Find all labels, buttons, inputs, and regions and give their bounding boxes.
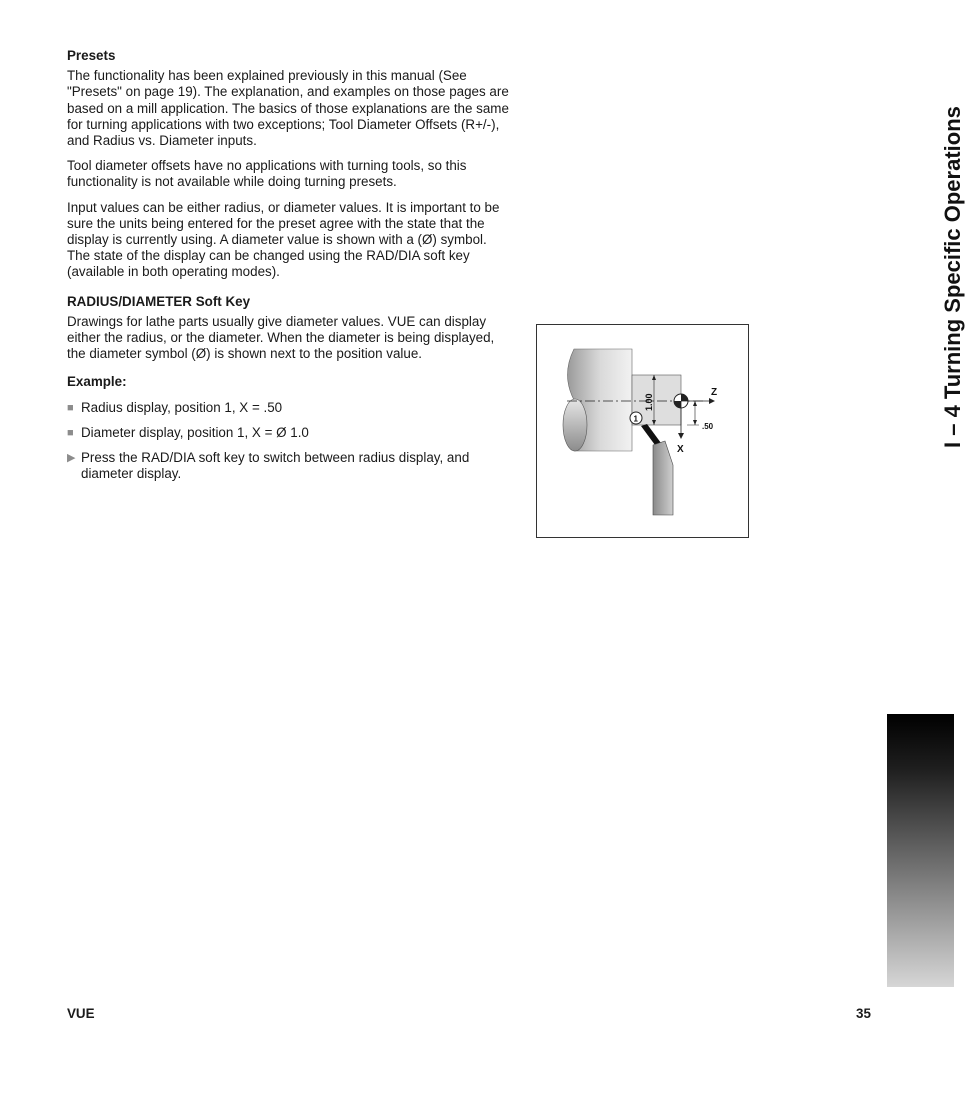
example-item-diameter: [67, 425, 513, 441]
radius-diameter-paragraph: Drawings for lathe parts usually give diameter values. VUE can display either the radius, or the diameter. When the diameter is being displayed, the diameter symbol (Ø) is shown next to the position value.: [67, 313, 495, 362]
footer-page-number: 35: [856, 1006, 871, 1021]
cutting-tool-holder: [653, 441, 673, 515]
instruction-text: Press the RAD/DIA soft key to switch between radius display, and diameter display.: [81, 450, 470, 482]
example-heading: Example:: [67, 374, 127, 390]
main-content: [67, 48, 513, 491]
presets-paragraph-2: Tool diameter offsets have no applications with turning tools, so this functionality is not available while doing turning presets.: [67, 158, 467, 190]
radius-diameter-heading: RADIUS/DIAMETER Soft Key: [67, 293, 251, 309]
cutting-tool-insert: [641, 424, 661, 445]
chapter-tab-gradient: [887, 714, 954, 987]
position-marker-label: 1: [633, 414, 638, 424]
diameter-dimension-label: 1.00: [644, 393, 654, 411]
arrow-bullet-icon: ▶: [67, 452, 76, 465]
example-item-text: Diameter display, position 1, X = Ø 1.0: [81, 424, 309, 440]
square-bullet-icon: ■: [67, 401, 74, 414]
example-item-text: Radius display, position 1, X = .50: [81, 399, 283, 415]
presets-heading: Presets: [67, 48, 116, 63]
z-axis-label: Z: [711, 387, 718, 398]
lathe-diagram-svg: [537, 325, 750, 539]
presets-paragraph-1: The functionality has been explained previously in this manual (See "Presets" on page 19). The explanation, and examples on those pages are based on a mill application. The basics of those explanations are the same for turning applications with two exceptions; Tool Diameter Offsets (R+/-), and Radius vs. Diameter inputs.: [67, 68, 509, 149]
workpiece-end-face: [563, 399, 587, 451]
example-item-radius: [67, 400, 513, 416]
x-axis-label: X: [677, 444, 684, 455]
square-bullet-icon: ■: [67, 426, 74, 439]
instruction-item: [67, 450, 513, 482]
chapter-side-title: I – 4 Turning Specific Operations: [940, 106, 965, 448]
presets-paragraph-3: Input values can be either radius, or diameter values. It is important to be sure the units being entered for the preset agree with the state that the display is currently using. A diameter value is shown with a (Ø) symbol. The state of the display can be changed using the RAD/DIA soft key (available in both operating modes).: [67, 199, 500, 280]
radius-dimension-label: .50: [702, 422, 714, 431]
lathe-diagram: [536, 324, 749, 538]
footer-manual-name: VUE: [67, 1006, 95, 1021]
